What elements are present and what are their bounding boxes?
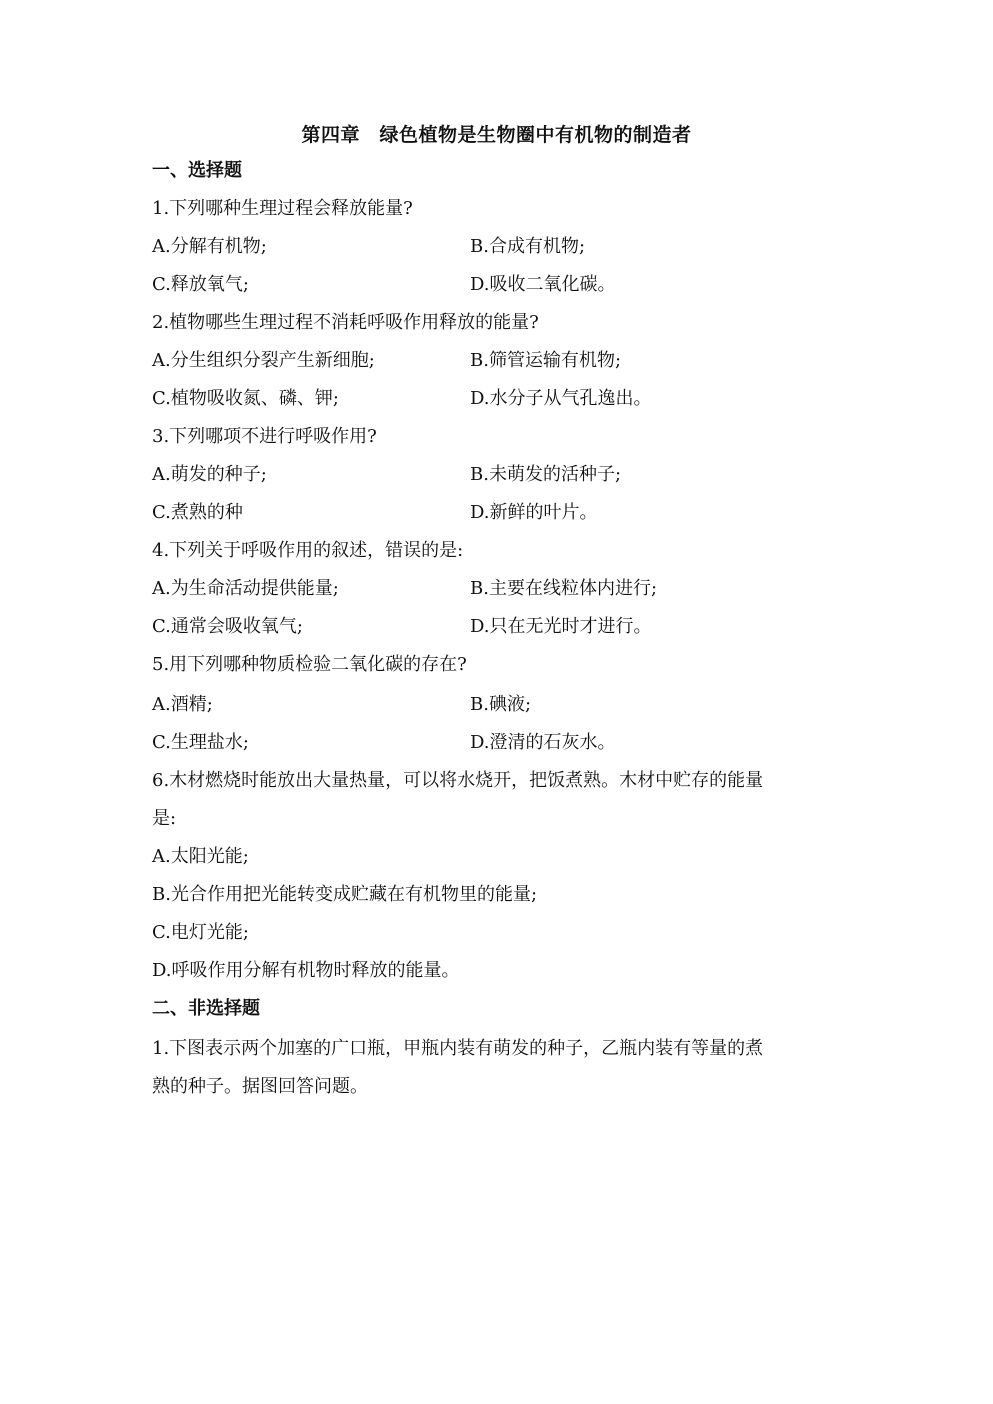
question-1-option-a: A.分解有机物; xyxy=(152,236,267,257)
question-2-option-a: A.分生组织分裂产生新细胞; xyxy=(152,350,375,371)
question-5-option-b: B.碘液; xyxy=(470,694,532,715)
question-1-option-b: B.合成有机物; xyxy=(470,236,586,257)
question-4-stem: 4.下列关于呼吸作用的叙述，错误的是: xyxy=(152,540,464,561)
non-choice-question-1-line1: 1.下图表示两个加塞的广口瓶，甲瓶内装有萌发的种子，乙瓶内装有等量的煮 xyxy=(152,1038,764,1059)
page-title: 第四章 绿色植物是生物圈中有机物的制造者 xyxy=(301,124,692,146)
question-4-option-c: C.通常会吸收氧气; xyxy=(152,616,303,637)
question-4-option-d: D.只在无光时才进行。 xyxy=(470,616,652,637)
question-3-option-c: C.煮熟的种 xyxy=(152,502,243,523)
question-2-stem: 2.植物哪些生理过程不消耗呼吸作用释放的能量? xyxy=(152,312,539,333)
question-3-option-d: D.新鲜的叶片。 xyxy=(470,502,598,523)
question-1-stem: 1.下列哪种生理过程会释放能量? xyxy=(152,198,413,219)
question-3-option-a: A.萌发的种子; xyxy=(152,464,267,485)
question-2-option-c: C.植物吸收氮、磷、钾; xyxy=(152,388,339,409)
question-5-option-d: D.澄清的石灰水。 xyxy=(470,732,616,753)
question-1-option-c: C.释放氧气; xyxy=(152,274,249,295)
question-5-option-c: C.生理盐水; xyxy=(152,732,249,753)
question-2-option-b: B.筛管运输有机物; xyxy=(470,350,622,371)
question-4-option-a: A.为生命活动提供能量; xyxy=(152,578,339,599)
question-3-stem: 3.下列哪项不进行呼吸作用? xyxy=(152,426,377,447)
question-6-option-d: D.呼吸作用分解有机物时释放的能量。 xyxy=(152,960,460,981)
section-heading-choice: 一、选择题 xyxy=(152,160,242,181)
question-3-option-b: B.未萌发的活种子; xyxy=(470,464,622,485)
question-1-option-d: D.吸收二氧化碳。 xyxy=(470,274,616,295)
question-5-option-a: A.酒精; xyxy=(152,694,213,715)
question-6-stem-line2: 是: xyxy=(152,808,177,829)
question-2-option-d: D.水分子从气孔逸出。 xyxy=(470,388,652,409)
question-6-option-a: A.太阳光能; xyxy=(152,846,249,867)
question-4-option-b: B.主要在线粒体内进行; xyxy=(470,578,658,599)
section-heading-non-choice: 二、非选择题 xyxy=(152,998,260,1019)
non-choice-question-1-line2: 熟的种子。据图回答问题。 xyxy=(152,1076,368,1097)
question-6-stem-line1: 6.木材燃烧时能放出大量热量，可以将水烧开，把饭煮熟。木材中贮存的能量 xyxy=(152,770,764,791)
question-6-option-b: B.光合作用把光能转变成贮藏在有机物里的能量; xyxy=(152,884,538,905)
question-6-option-c: C.电灯光能; xyxy=(152,922,249,943)
question-5-stem: 5.用下列哪种物质检验二氧化碳的存在? xyxy=(152,654,467,675)
